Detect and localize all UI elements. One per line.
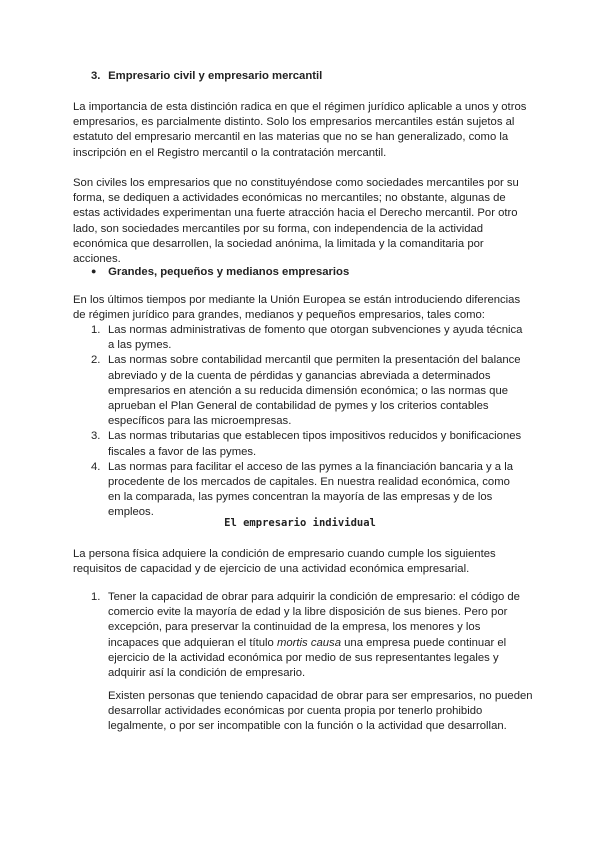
section-3-heading: [91, 69, 551, 84]
paragraph-civil-mercantil: Son civiles los empresarios que no constituyéndose como sociedades mercantiles por su forma, se dediquen a actividades económicas no mercantiles; no obstante, algunas de estas actividades experimentan una fuerte atracción hacia el Derecho mercantil. Por otro lado, son sociedades mercantiles por su forma, con independencia de la actividad económica que desarrollen, la sociedad anónima, la limitada y la comanditaria por acciones.: [73, 177, 519, 266]
list-number: 4.: [91, 460, 101, 473]
individual-intro: La persona física adquiere la condición de empresario cuando cumple los siguientes requisitos de capacidad y de ejercicio de una actividad económica empresarial.: [73, 548, 496, 576]
latin-term: mortis causa: [276, 636, 341, 649]
list-text: Tener la capacidad de obrar para adquirir la condición de empresario: el código de comercio evite la mayoría de edad y la libre disposición de sus bienes. Pero por excepción, para preservar la continuidad de la empresa, los menores y los incapaces que adquieran el título mortis causa una empresa puede continuar el ejercicio de la actividad económica por medio de sus representantes legales y adquirir así la condición de empresario.: [108, 591, 520, 680]
list-number: 2.: [91, 354, 101, 367]
requirements-list: [91, 590, 525, 681]
list-number: 1.: [91, 324, 101, 336]
bullet-icon: ●: [91, 266, 97, 276]
list-text: Las normas para facilitar el acceso de las pymes a la financiación bancaria y a la procedente de los mercados de capitales. En nuestra realidad económica, como en la comparada, las pymes concentran la mayoría de las empresas y de los empleos.: [108, 460, 514, 519]
list-item: [91, 353, 525, 429]
list-item: [91, 323, 525, 353]
list-text: Las normas administrativas de fomento que otorgan subvenciones y ayuda técnica a las pymes.: [108, 324, 523, 352]
pymes-list: [91, 323, 525, 521]
list-item: [91, 429, 525, 459]
list-number: 3.: [91, 430, 101, 443]
list-item: [91, 590, 525, 681]
prohibition-note: Existen personas que teniendo capacidad de obrar para ser empresarios, no pueden desarrollar actividades económicas por cuenta propia por tenerlo prohibido legalmente, o por ser incompatible con la función o la actividad que desarrollan.: [108, 690, 533, 733]
paragraph-distinction: La importancia de esta distinción radica en que el régimen jurídico aplicable a unos y otros empresarios, es parcialmente distinto. Solo los empresarios mercantiles están sujetos al estatuto del empresario mercantil en las materias que no se han generalizado, como la inscripción en el Registro mercantil o la contratación mercantil.: [73, 101, 527, 159]
pymes-title: Grandes, pequeños y medianos empresarios: [108, 266, 350, 278]
list-item: [91, 460, 525, 521]
list-text: Las normas tributarias que establecen tipos impositivos reducidos y bonificaciones fiscales a favor de las pymes.: [108, 430, 522, 458]
section-title: Empresario civil y empresario mercantil: [108, 70, 323, 82]
list-text: Las normas sobre contabilidad mercantil que permiten la presentación del balance abreviado y de la cuenta de pérdidas y ganancias abreviada a determinados empresarios en atención a su reducida dimensión económica; o las normas que aprueban el Plan General de contabilidad de pymes y los criterios contables específicos para las microempresas.: [108, 354, 521, 428]
pymes-heading: [91, 264, 551, 280]
list-number: 1.: [91, 591, 101, 603]
section-number: 3.: [91, 70, 101, 82]
pymes-intro: En los últimos tiempos por mediante la Unión Europea se están introduciendo diferencias de régimen jurídico para grandes, medianos y pequeños empresarios, tales como:: [73, 294, 521, 322]
individual-title: El empresario individual: [224, 517, 376, 529]
